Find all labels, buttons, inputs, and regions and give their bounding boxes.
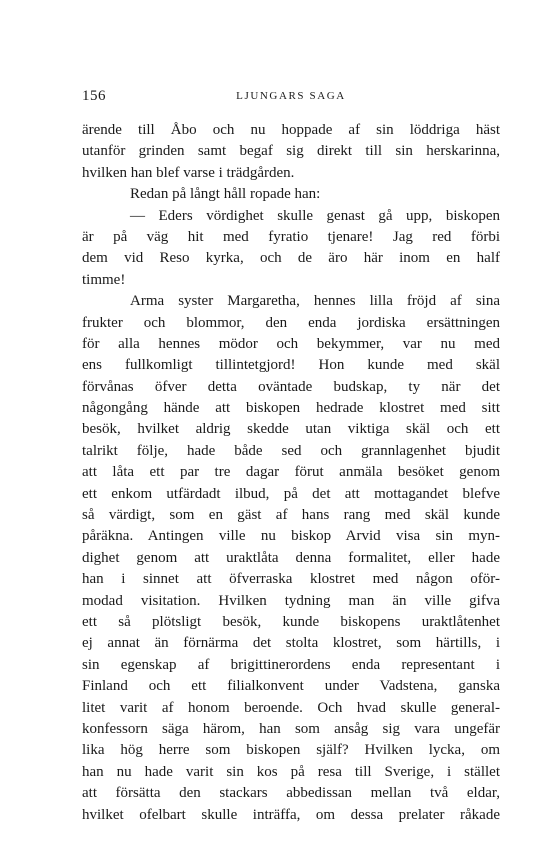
text-line: förvånas öfver detta oväntade budskap, ty när det — [82, 378, 500, 395]
text-line: han i sinnet att öfverraska klostret med någon oför- — [82, 571, 500, 588]
text-line: påräkna. Antingen ville nu biskop Arvid visa sin myn- — [82, 528, 500, 545]
text-line: — Eders vördighet skulle genast gå upp, biskopen — [130, 207, 500, 224]
running-title: LJUNGARS SAGA — [236, 90, 346, 102]
text-line: litet varit af honom beroende. Och hvad skulle general- — [82, 699, 500, 716]
text-line: timme! — [82, 271, 126, 288]
body-text — [82, 120, 500, 826]
text-line: hvilket ofelbart skulle inträffa, om dessa prelater råkade — [82, 806, 500, 823]
text-line: Arma syster Margaretha, hennes lilla fröjd af sina — [130, 293, 500, 310]
text-line: att låta ett par tre dagar förut anmäla besöket genom — [82, 464, 500, 481]
text-line: modad visitation. Hvilken tydning man än ville gifva — [82, 592, 500, 609]
text-line: utanför grinden samt begaf sig direkt till sin herskarinna, — [82, 143, 500, 160]
text-line: är på väg hit med fyratio tjenare! Jag red förbi — [82, 228, 500, 245]
text-line: han nu hade varit sin kos på resa till Sverige, i stället — [82, 763, 500, 780]
text-line: talrikt följe, hade både sed och grannlagenhet bjudit — [82, 442, 500, 459]
text-line: Finland och ett filialkonvent under Vadstena, ganska — [82, 678, 500, 695]
text-line: ett så plötsligt besök, kunde biskopens uraktlåtenhet — [82, 613, 500, 630]
page-header — [82, 88, 500, 112]
text-line: sin egenskap af brigittinerordens enda representant i — [82, 656, 500, 673]
text-line: Redan på långt håll ropade han: — [130, 186, 321, 203]
text-line: ärende till Åbo och nu hoppade af sin löddriga häst — [82, 122, 500, 138]
text-line: lika hög herre som biskopen själf? Hvilken lycka, om — [82, 742, 500, 759]
book-page — [82, 88, 500, 826]
page-number: 156 — [82, 88, 106, 104]
text-line: ej annat än förnärma det stolta klostret, som härtills, i — [82, 635, 500, 652]
text-line: dighet genom att uraktlåta denna formalitet, eller hade — [82, 549, 500, 566]
text-line: så värdigt, som en gäst af hans rang med skäl kunde — [82, 507, 500, 524]
text-line: att försätta den stackars abbedissan mellan två eldar, — [82, 785, 500, 802]
text-line: konfessorn säga härom, han som ansåg sig vara ungefär — [82, 720, 500, 737]
text-line: ens fullkomligt tillintetgjord! Hon kunde med skäl — [82, 357, 500, 374]
text-line: ett enkom utfärdadt ilbud, på det att mottagandet blefve — [82, 485, 500, 502]
text-line: frukter och blommor, den enda jordiska ersättningen — [82, 314, 500, 331]
text-line: för alla hennes mödor och bekymmer, var nu med — [82, 335, 500, 352]
text-line: hvilken han blef varse i trädgården. — [82, 164, 295, 181]
text-line: besök, hvilket aldrig skedde utan viktiga skäl och ett — [82, 421, 500, 438]
text-line: någongång hände att biskopen hedrade klostret med sitt — [82, 400, 500, 417]
text-line: dem vid Reso kyrka, och de äro här inom en half — [82, 250, 500, 267]
